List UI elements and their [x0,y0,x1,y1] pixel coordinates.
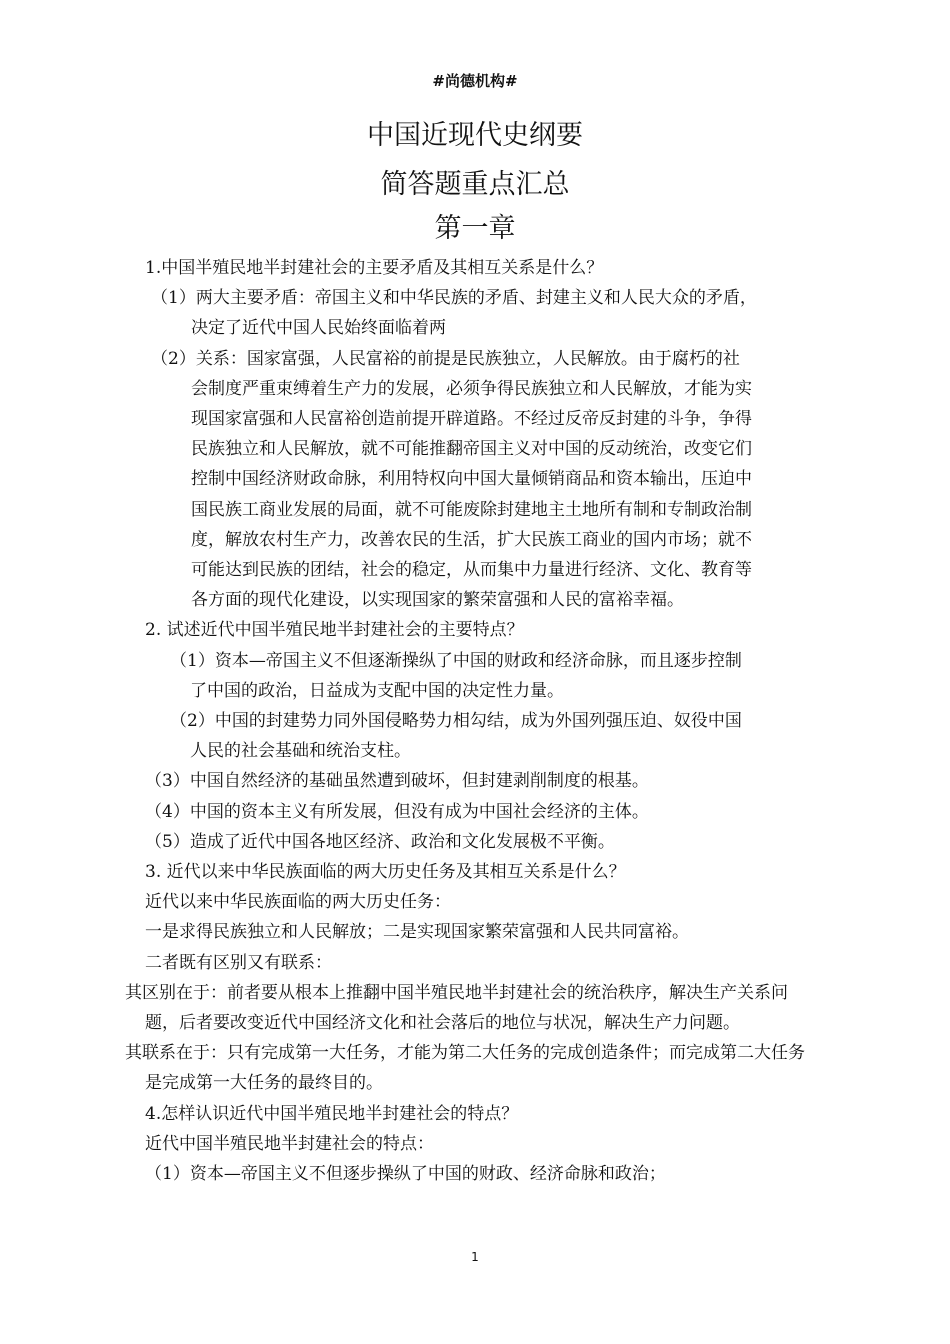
q2-answer-1-line: （1）资本—帝国主义不但逐渐操纵了中国的财政和经济命脉，而且逐步控制 [170,650,742,671]
q1-answer-2-line: 会制度严重束缚着生产力的发展，必须争得民族独立和人民解放，才能为实 [191,378,752,399]
document-body [125,253,810,1189]
q2-answer-1 [145,646,810,706]
q2-answer-5: （5）造成了近代中国各地区经济、政治和文化发展极不平衡。 [145,831,615,852]
q1-answer-2-line: 国民族工商业发展的局面，就不可能废除封建地主土地所有制和专制政治制 [191,499,752,520]
q2-answer-4: （4）中国的资本主义有所发展，但没有成为中国社会经济的主体。 [145,801,649,822]
question-2: 2. 试述近代中国半殖民地半封建社会的主要特点？ [145,620,524,641]
q1-answer-2-line: （2）关系：国家富强，人民富裕的前提是民族独立，人民解放。由于腐朽的社 [151,348,740,369]
q1-answer-2-line: 度，解放农村生产力，改善农民的生活，扩大民族工商业的国内市场；就不 [191,529,752,550]
q1-answer-2-line: 民族独立和人民解放，就不可能推翻帝国主义对中国的反动统治，改变它们 [191,439,752,460]
q1-answer-2-line: 控制中国经济财政命脉，利用特权向中国大量倾销商品和资本输出，压迫中 [191,469,752,490]
q3-relation: 二者既有区别又有联系： [145,952,332,973]
q1-answer-2-line: 各方面的现代化建设，以实现国家的繁荣富强和人民的富裕幸福。 [191,590,684,611]
chapter-heading: 第一章 [434,213,516,244]
q1-answer-1 [145,283,810,343]
page-header: #尚德机构# [432,72,518,90]
q1-answer-2-line: 现国家富强和人民富裕创造前提开辟道路。不经过反帝反封建的斗争，争得 [191,409,752,430]
q2-answer-2-line: （2）中国的封建势力同外国侵略势力相勾结，成为外国列强压迫、奴役中国 [170,711,742,732]
q1-answer-2-line: 可能达到民族的团结，社会的稳定，从而集中力量进行经济、文化、教育等 [191,560,752,581]
q3-difference: 其区别在于：前者要从根本上推翻中国半殖民地半封建社会的统治秩序，解决生产关系问题，后者要改变近代中国经济文化和社会落后的地位与状况，解决生产力问题。 [125,982,788,1034]
document-subtitle: 简答题重点汇总 [380,169,570,200]
q2-answer-3: （3）中国自然经济的基础虽然遭到破坏，但封建剥削制度的根基。 [145,771,649,792]
q3-connection: 其联系在于：只有完成第一大任务，才能为第二大任务的完成创造条件；而完成第二大任务是完成第一大任务的最终目的。 [125,1043,805,1094]
q3-intro: 近代以来中华民族面临的两大历史任务： [145,892,451,913]
q4-intro: 近代中国半殖民地半封建社会的特点： [145,1133,434,1154]
q2-answer-2-line: 人民的社会基础和统治支柱。 [190,741,411,762]
q2-answer-1-line: 了中国的政治，日益成为支配中国的决定性力量。 [190,680,564,701]
question-4: 4.怎样认识近代中国半殖民地半封建社会的特点？ [145,1103,519,1124]
page-number: 1 [471,1250,479,1264]
q4-answer-1: （1）资本—帝国主义不但逐步操纵了中国的财政、经济命脉和政治； [145,1164,666,1185]
q3-tasks: 一是求得民族独立和人民解放；二是实现国家繁荣富强和人民共同富裕。 [145,922,689,943]
document-title: 中国近现代史纲要 [367,120,583,151]
question-3: 3. 近代以来中华民族面临的两大历史任务及其相互关系是什么？ [145,862,626,883]
q2-answer-2 [145,706,810,766]
q1-answer-1-line: 决定了近代中国人民始终面临着两 [191,318,446,339]
q1-answer-1-line: （1）两大主要矛盾：帝国主义和中华民族的矛盾、封建主义和人民大众的矛盾， [151,288,757,309]
question-1: 1.中国半殖民地半封建社会的主要矛盾及其相互关系是什么？ [145,258,604,278]
q1-answer-2 [145,344,810,616]
